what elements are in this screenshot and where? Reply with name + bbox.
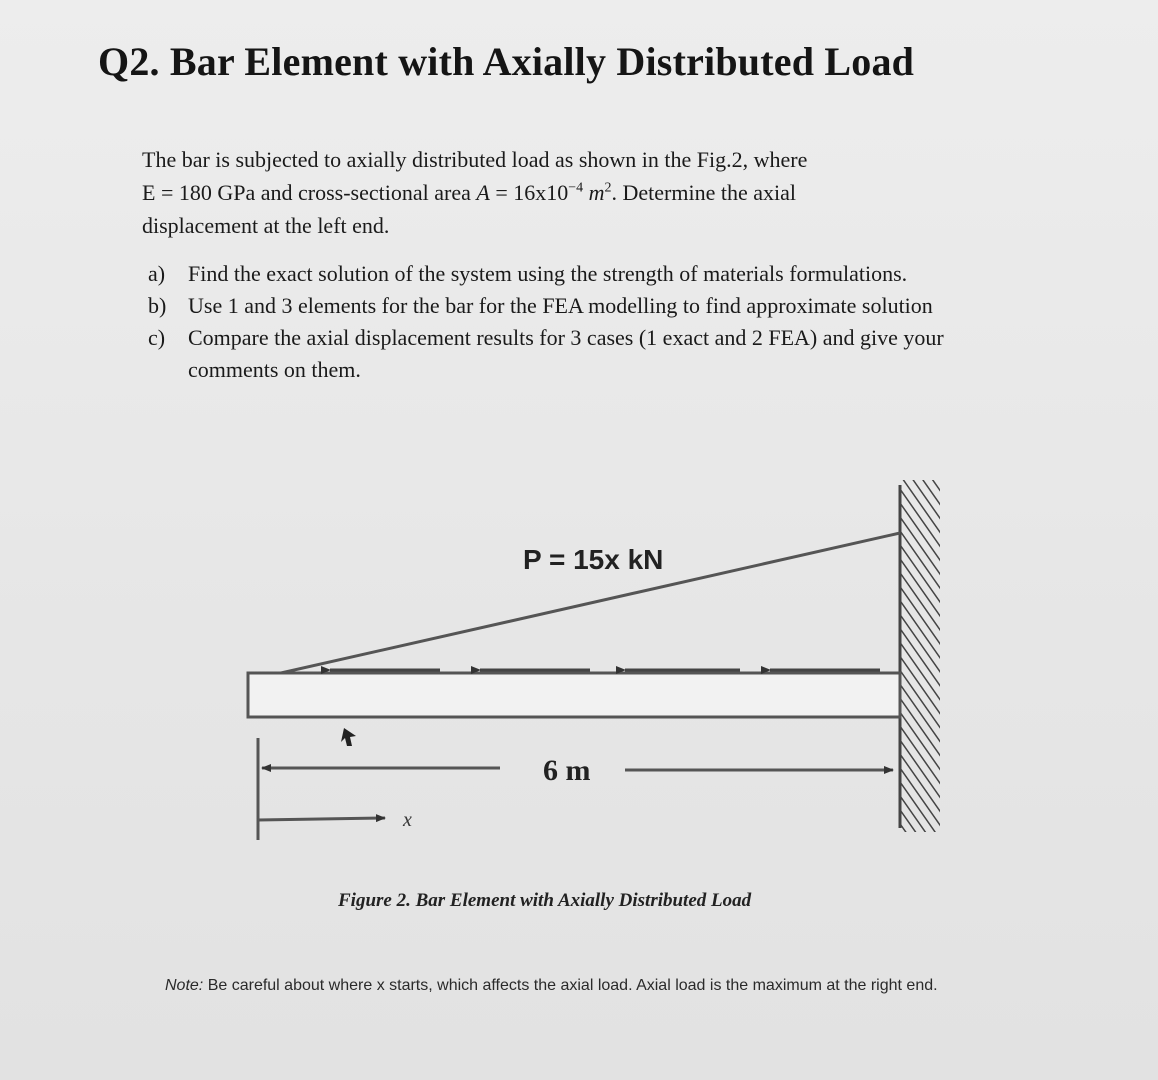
statement-line-2: E = 180 GPa and cross-sectional area $A = 16x10^{-4}$ $m^2$. Determine the axial <box>142 180 797 205</box>
fixed-wall <box>900 480 940 832</box>
statement-line-1: The bar is subjected to axially distributed load as shown in the Fig.2, where <box>142 147 808 172</box>
note-label: Note: <box>165 977 204 994</box>
x-axis-label: x <box>403 809 412 831</box>
task-text-continuation: comments on them. <box>188 357 361 382</box>
task-marker: c) <box>148 325 166 350</box>
question-title: Q2. Bar Element with Axially Distributed Load <box>98 39 915 84</box>
task-list <box>148 258 1048 386</box>
bar <box>248 673 900 717</box>
pointer-arrow-icon <box>341 728 356 746</box>
task-item-a <box>148 258 1048 290</box>
statement-line-3: displacement at the left end. <box>142 213 390 238</box>
task-marker: b) <box>148 293 167 318</box>
note-text: Be careful about where x starts, which affects the axial load. Axial load is the maximum at the right end. <box>203 977 938 994</box>
task-text: Use 1 and 3 elements for the bar for the FEA modelling to find approximate solution <box>188 293 933 318</box>
task-text: Find the exact solution of the system using the strength of materials formulations. <box>188 261 908 286</box>
bar-figure <box>0 470 1158 870</box>
note <box>165 975 995 997</box>
length-label: 6 m <box>543 754 591 787</box>
task-text: Compare the axial displacement results for 3 cases (1 exact and 2 FEA) and give your <box>188 325 944 350</box>
figure-caption: Figure 2. Bar Element with Axially Distributed Load <box>338 890 752 911</box>
x-axis-arrow <box>258 818 385 820</box>
task-marker: a) <box>148 261 166 286</box>
problem-statement <box>142 143 942 242</box>
task-item-c <box>148 322 1048 386</box>
load-label: P = 15x kN <box>523 544 664 575</box>
task-item-b <box>148 290 1048 322</box>
